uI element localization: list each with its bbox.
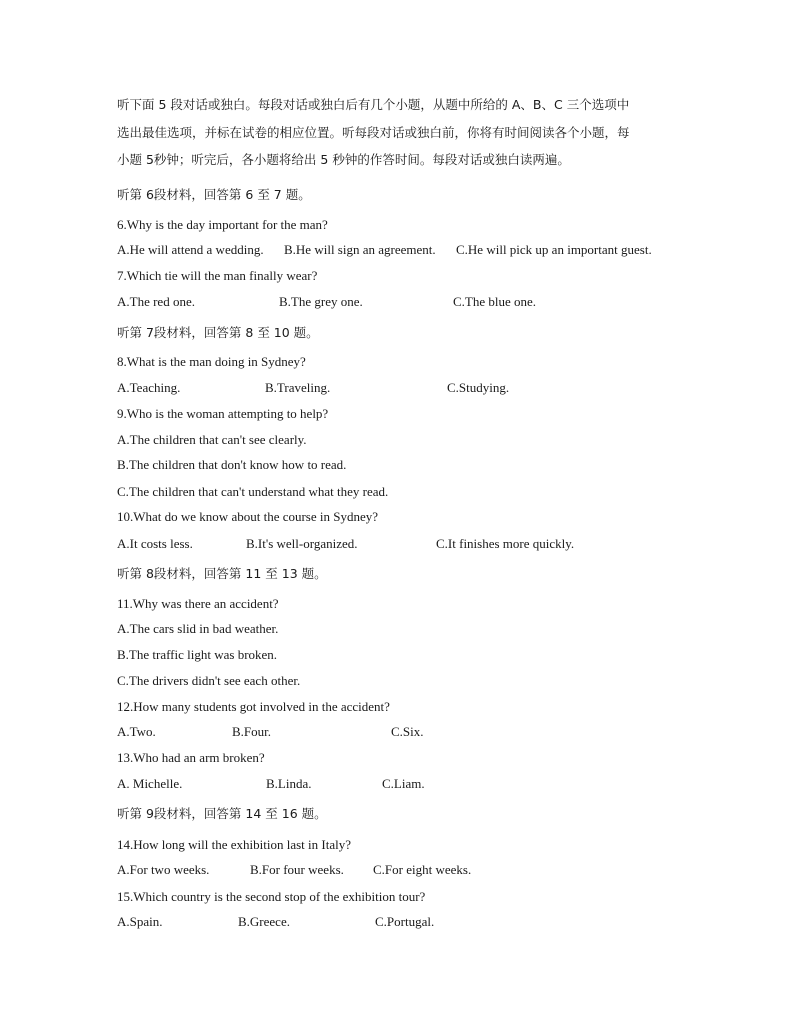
question-6-option-c[interactable]: C.He will pick up an important guest. bbox=[456, 242, 652, 257]
question-12-option-b[interactable]: B.Four. bbox=[232, 724, 272, 739]
question-15-option-c[interactable]: C.Portugal. bbox=[375, 914, 435, 929]
question-15-option-b[interactable]: B.Greece. bbox=[238, 914, 290, 929]
question-12-option-a[interactable]: A.Two. bbox=[117, 724, 156, 739]
question-9-option-c[interactable]: C.The children that can't understand what they read. bbox=[117, 484, 389, 499]
question-9-stem: 9.Who is the woman attempting to help? bbox=[117, 406, 329, 421]
question-9-option-a[interactable]: A.The children that can't see clearly. bbox=[117, 432, 307, 447]
question-8-option-c[interactable]: C.Studying. bbox=[447, 380, 510, 395]
question-11-option-a[interactable]: A.The cars slid in bad weather. bbox=[117, 621, 279, 636]
question-6-stem: 6.Why is the day important for the man? bbox=[117, 217, 328, 232]
question-12-stem: 12.How many students got involved in the accident? bbox=[117, 699, 390, 714]
instructions-line-1: 听下面 5 段对话或独白。每段对话或独白后有几个小题，从题中所给的 A、B、C 三个选项中 bbox=[117, 97, 630, 112]
instructions-line-3: 小题 5秒钟；听完后，各小题将给出 5 秒钟的作答时间。每段对话或独白读两遍。 bbox=[117, 152, 570, 167]
question-15-option-a[interactable]: A.Spain. bbox=[117, 914, 163, 929]
question-6-option-a[interactable]: A.He will attend a wedding. bbox=[117, 242, 264, 257]
question-8-stem: 8.What is the man doing in Sydney? bbox=[117, 354, 306, 369]
question-8-option-a[interactable]: A.Teaching. bbox=[117, 380, 181, 395]
question-11-option-b[interactable]: B.The traffic light was broken. bbox=[117, 647, 278, 662]
question-11-stem: 11.Why was there an accident? bbox=[117, 596, 279, 611]
question-10-option-b[interactable]: B.It's well-organized. bbox=[246, 536, 358, 551]
question-14-stem: 14.How long will the exhibition last in Italy? bbox=[117, 837, 351, 852]
question-7-stem: 7.Which tie will the man finally wear? bbox=[117, 268, 318, 283]
section-heading-9: 听第 9段材料，回答第 14 至 16 题。 bbox=[117, 806, 327, 821]
question-14-option-a[interactable]: A.For two weeks. bbox=[117, 862, 210, 877]
question-15-stem: 15.Which country is the second stop of the exhibition tour? bbox=[117, 889, 426, 904]
question-7-option-c[interactable]: C.The blue one. bbox=[453, 294, 537, 309]
section-heading-8: 听第 8段材料，回答第 11 至 13 题。 bbox=[117, 566, 327, 581]
question-10-option-c[interactable]: C.It finishes more quickly. bbox=[436, 536, 575, 551]
question-7-option-a[interactable]: A.The red one. bbox=[117, 294, 195, 309]
section-heading-7: 听第 7段材料，回答第 8 至 10 题。 bbox=[117, 325, 319, 340]
question-10-stem: 10.What do we know about the course in Sydney? bbox=[117, 509, 379, 524]
question-12-option-c[interactable]: C.Six. bbox=[391, 724, 424, 739]
question-13-option-c[interactable]: C.Liam. bbox=[382, 776, 425, 791]
question-13-option-b[interactable]: B.Linda. bbox=[266, 776, 312, 791]
question-6-option-b[interactable]: B.He will sign an agreement. bbox=[284, 242, 436, 257]
question-13-stem: 13.Who had an arm broken? bbox=[117, 750, 265, 765]
question-10-option-a[interactable]: A.It costs less. bbox=[117, 536, 193, 551]
question-13-option-a[interactable]: A. Michelle. bbox=[117, 776, 183, 791]
question-14-option-b[interactable]: B.For four weeks. bbox=[250, 862, 344, 877]
question-14-option-c[interactable]: C.For eight weeks. bbox=[373, 862, 472, 877]
instructions-line-2: 选出最佳选项，并标在试卷的相应位置。听每段对话或独白前，你将有时间阅读各个小题，每 bbox=[117, 125, 630, 140]
question-7-option-b[interactable]: B.The grey one. bbox=[279, 294, 363, 309]
question-8-option-b[interactable]: B.Traveling. bbox=[265, 380, 331, 395]
question-9-option-b[interactable]: B.The children that don't know how to read. bbox=[117, 457, 347, 472]
section-heading-6: 听第 6段材料，回答第 6 至 7 题。 bbox=[117, 187, 311, 202]
question-11-option-c[interactable]: C.The drivers didn't see each other. bbox=[117, 673, 301, 688]
